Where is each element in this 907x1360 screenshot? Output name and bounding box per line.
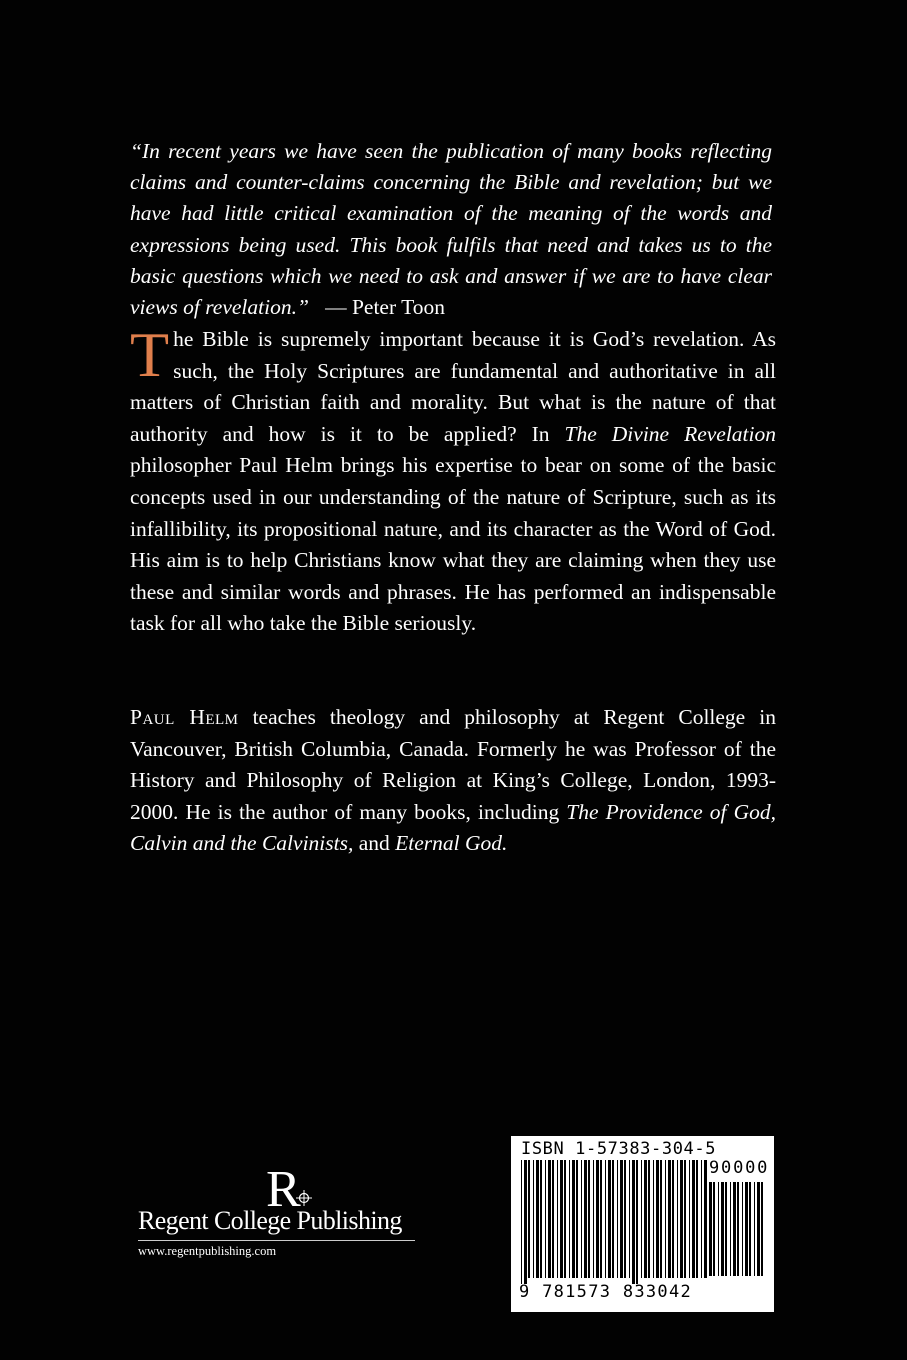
price-addon-digits: 90000 <box>709 1158 770 1178</box>
barcode-bar <box>620 1160 623 1278</box>
barcode-bar <box>709 1182 712 1276</box>
bio-book-last: Eternal God. <box>395 831 508 856</box>
endorsement-quote <box>130 136 772 323</box>
barcode-bar <box>552 1160 554 1278</box>
ean-digits: 9 781573 833042 <box>519 1282 693 1302</box>
barcode-bar <box>608 1160 611 1278</box>
barcode-bar <box>612 1160 614 1278</box>
barcode-bar <box>730 1182 731 1276</box>
barcode-bar <box>680 1160 683 1278</box>
barcode-bar <box>569 1160 570 1278</box>
barcode-bar <box>718 1182 719 1276</box>
barcode-bar <box>644 1160 647 1278</box>
barcode-bar <box>692 1160 695 1278</box>
barcode-bar <box>540 1160 542 1278</box>
barcode-bar <box>521 1160 522 1284</box>
barcode-bar <box>733 1182 736 1276</box>
barcode-bar <box>754 1182 755 1276</box>
barcode-bar <box>761 1182 763 1276</box>
barcode-bar <box>548 1160 551 1278</box>
barcode-bar <box>757 1182 760 1276</box>
barcode-bar <box>668 1160 671 1278</box>
barcode-bar <box>725 1182 727 1276</box>
isbn-barcode <box>511 1136 774 1312</box>
barcode-bar <box>704 1160 707 1278</box>
quote-text: “In recent years we have seen the publication of many books reflecting claims and counter-claims concerning the Bible and revelation; but we have had little critical examination of the meaning of the words and expressions being used. This book fulfils that need and takes us to the basic questions which we need to ask and answer if we are to have clear views of revelation.” <box>130 139 772 320</box>
barcode-bar <box>533 1160 534 1278</box>
barcode-bar <box>653 1160 654 1278</box>
drop-cap: T <box>130 319 170 390</box>
barcode-bar <box>581 1160 582 1278</box>
barcode-bar <box>641 1160 642 1278</box>
addon-barcode-bars <box>709 1182 767 1282</box>
barcode-bar <box>648 1160 650 1278</box>
barcode-bar <box>660 1160 662 1278</box>
barcode-bar <box>737 1182 739 1276</box>
barcode-bar <box>713 1182 715 1276</box>
barcode-bar <box>600 1160 602 1278</box>
barcode-bar <box>701 1160 702 1278</box>
barcode-bar <box>605 1160 606 1278</box>
barcode-bar <box>672 1160 674 1278</box>
barcode-bar <box>572 1160 575 1278</box>
barcode-bar <box>545 1160 546 1278</box>
publisher-divider <box>138 1240 415 1241</box>
barcode-bar <box>749 1182 751 1276</box>
barcode-bar <box>560 1160 563 1278</box>
barcode-bar <box>564 1160 566 1278</box>
barcode-bar <box>629 1160 630 1278</box>
author-name: Paul Helm <box>130 705 239 729</box>
author-bio <box>130 702 776 860</box>
barcode-bar <box>524 1160 527 1284</box>
book-title: The Divine Revelation <box>564 421 776 446</box>
book-description <box>130 319 776 640</box>
barcode-bar <box>536 1160 539 1278</box>
barcode-bar <box>684 1160 686 1278</box>
isbn-text: ISBN 1-57383-304-5 <box>521 1139 717 1159</box>
ean-barcode-bars <box>521 1160 707 1284</box>
bio-book-list: The Providence of God, Calvin and the Calvinists, <box>130 799 776 856</box>
bio-part1: teaches theology and philosophy at Regent College in Vancouver, British Columbia, Canada. Formerly he was Professor of the History and Philosophy of Religion at King’s College, London, 1993-2000. He is the author of many books, including <box>130 705 776 824</box>
logo-letter: R <box>266 1161 301 1212</box>
barcode-bar <box>636 1160 638 1284</box>
barcode-bar <box>528 1160 530 1278</box>
barcode-bar <box>593 1160 594 1278</box>
barcode-bar <box>596 1160 599 1278</box>
barcode-bar <box>557 1160 558 1278</box>
barcode-bar <box>584 1160 587 1278</box>
barcode-bar <box>576 1160 578 1278</box>
description-part2: philosopher Paul Helm brings his expertise to bear on some of the basic concepts used in our understanding of the nature of Scripture, such as its infallibility, its propositional nature, and its character as the Word of God. His aim is to help Christians know what they are claiming when they use these and similar words and phrases. He has performed an indispensable task for all who take the Bible seriously. <box>130 453 776 636</box>
barcode-bar <box>656 1160 659 1278</box>
publisher-r-mark-icon <box>254 1160 314 1212</box>
barcode-bar <box>742 1182 743 1276</box>
barcode-bar <box>665 1160 666 1278</box>
barcode-bar <box>689 1160 690 1278</box>
quote-attribution: — Peter Toon <box>325 295 445 320</box>
description-part1: he Bible is supremely important because it is God’s revelation. As such, the Holy Scriptures are fundamental and authoritative in all matters of Christian faith and morality. But what is the nature of that authority and how is it to be applied? In <box>130 327 776 446</box>
bio-part2: and <box>353 831 396 856</box>
barcode-bar <box>721 1182 724 1276</box>
barcode-bar <box>588 1160 590 1278</box>
barcode-bar <box>632 1160 635 1284</box>
barcode-bar <box>624 1160 626 1278</box>
barcode-bar <box>617 1160 618 1278</box>
publisher-name: Regent College Publishing <box>138 1206 402 1235</box>
barcode-bar <box>696 1160 698 1278</box>
publisher-url: www.regentpublishing.com <box>138 1244 277 1258</box>
barcode-bar <box>745 1182 748 1276</box>
barcode-bar <box>677 1160 678 1278</box>
